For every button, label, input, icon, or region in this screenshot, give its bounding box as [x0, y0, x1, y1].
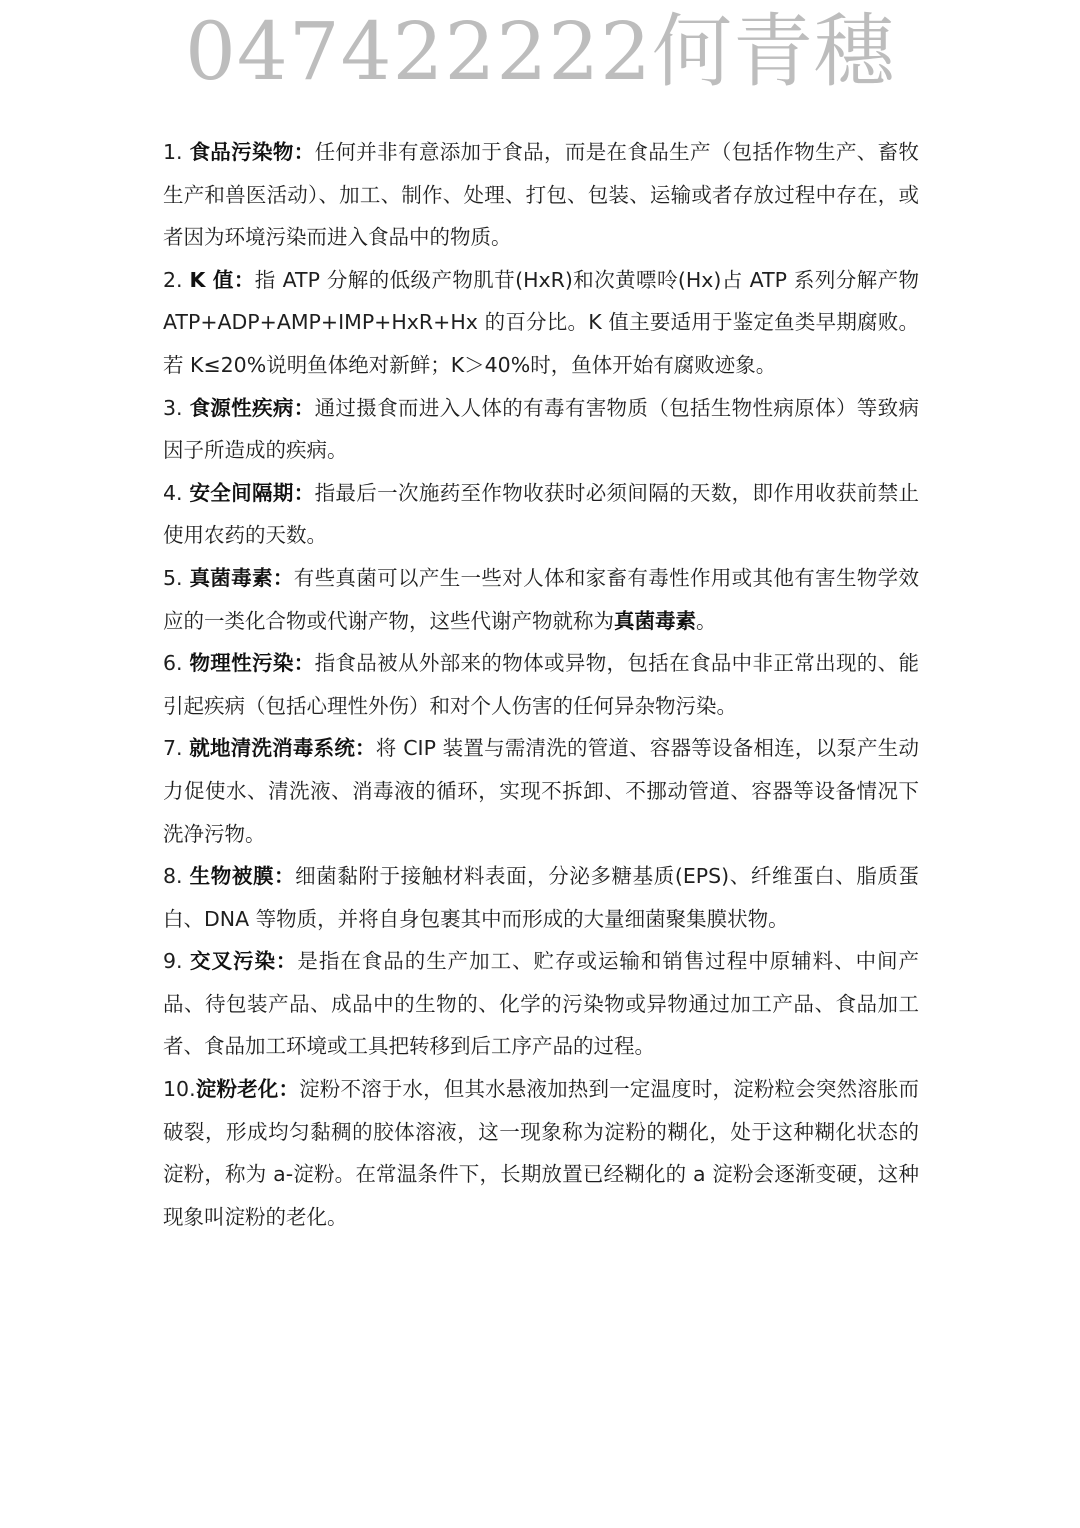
item-term: 交叉污染： — [190, 949, 298, 974]
definition-item-2 — [163, 259, 919, 387]
definition-list — [163, 131, 919, 1238]
item-number: 6. — [163, 651, 190, 676]
definition-item-3 — [163, 387, 919, 472]
definition-item-10 — [163, 1068, 919, 1238]
item-definition-tail: 。 — [696, 608, 717, 633]
item-term: 真菌毒素： — [189, 565, 294, 590]
item-number: 9. — [163, 949, 191, 974]
definition-item-5 — [163, 557, 919, 642]
item-definition: 是指在食品的生产加工、贮存或运输和销售过程中原辅料、中间产品、待包装产品、成品中的生物的、化学的污染物或异物通过加工产品、食品加工者、食品加工环境或工具把转移到后工序产品的过程。 — [163, 949, 920, 1059]
definition-item-8 — [163, 855, 919, 940]
item-definition: 通过摄食而进入人体的有毒有害物质（包括生物性病原体）等致病因子所造成的疾病。 — [163, 395, 920, 463]
item-number: 3. — [163, 395, 190, 420]
definition-item-1 — [163, 131, 919, 259]
item-number: 2. — [163, 267, 190, 292]
item-term: 物理性污染： — [189, 651, 315, 676]
item-term: 食源性疾病： — [189, 395, 315, 420]
item-term: 安全间隔期： — [189, 480, 315, 505]
item-term: K 值： — [189, 267, 255, 292]
item-definition: 淀粉不溶于水，但其水悬液加热到一定温度时，淀粉粒会突然溶胀而破裂，形成均匀黏稠的胶体溶液，这一现象称为淀粉的糊化，处于这种糊化状态的淀粉，称为 a-淀粉。在常温条件下，长期放置已经糊化的 a 淀粉会逐渐变硬，这种现象叫淀粉的老化。 — [163, 1077, 920, 1229]
item-number: 8. — [163, 864, 190, 889]
item-definition: 将 CIP 装置与需清洗的管道、容器等设备相连，以泵产生动力促使水、清洗液、消毒液的循环，实现不拆卸、不挪动管道、容器等设备情况下洗净污物。 — [163, 736, 919, 846]
item-number: 5. — [163, 565, 190, 590]
item-definition: 指最后一次施药至作物收获时必须间隔的天数，即作用收获前禁止使用农药的天数。 — [163, 480, 920, 548]
watermark-text: 047422222何青穗 — [184, 5, 896, 98]
item-term: 食品污染物： — [189, 140, 315, 164]
item-definition-bold: 真菌毒素 — [614, 608, 696, 633]
item-definition: 有些真菌可以产生一些对人体和家畜有毒性作用或其他有害生物学效应的一类化合物或代谢产物，这些代谢产物就称为 — [163, 565, 920, 633]
item-definition: 任何并非有意添加于食品，而是在食品生产（包括作物生产、畜牧生产和兽医活动）、加工、制作、处理、打包、包装、运输或者存放过程中存在，或者因为环境污染而进入食品中的物质。 — [163, 140, 920, 250]
item-number: 7. — [163, 736, 190, 761]
item-number: 4. — [163, 480, 190, 505]
definition-item-6 — [163, 642, 919, 727]
item-definition: 指食品被从外部来的物体或异物，包括在食品中非正常出现的、能引起疾病（包括心理性外伤）和对个人伤害的任何异杂物污染。 — [163, 651, 920, 718]
item-number: 10. — [163, 1077, 196, 1102]
item-number: 1. — [163, 140, 190, 164]
item-term: 淀粉老化： — [195, 1077, 300, 1102]
item-definition: 指 ATP 分解的低级产物肌苷(HxR)和次黄嘌呤(Hx)占 ATP 系列分解产物 ATP+ADP+AMP+IMP+HxR+Hx 的百分比。K 值主要适用于鉴定鱼类早期腐败。若 K≤20%说明鱼体绝对新鲜；K＞40%时，鱼体开始有腐败迹象。 — [163, 267, 920, 377]
definition-item-4 — [163, 472, 919, 557]
item-term: 就地清洗消毒系统： — [189, 736, 376, 761]
definition-item-9 — [163, 940, 919, 1068]
definition-item-7 — [163, 727, 919, 855]
item-term: 生物被膜： — [189, 864, 296, 889]
item-definition: 细菌黏附于接触材料表面，分泌多糖基质(EPS)、纤维蛋白、脂质蛋白、DNA 等物质，并将自身包裹其中而形成的大量细菌聚集膜状物。 — [163, 864, 919, 931]
